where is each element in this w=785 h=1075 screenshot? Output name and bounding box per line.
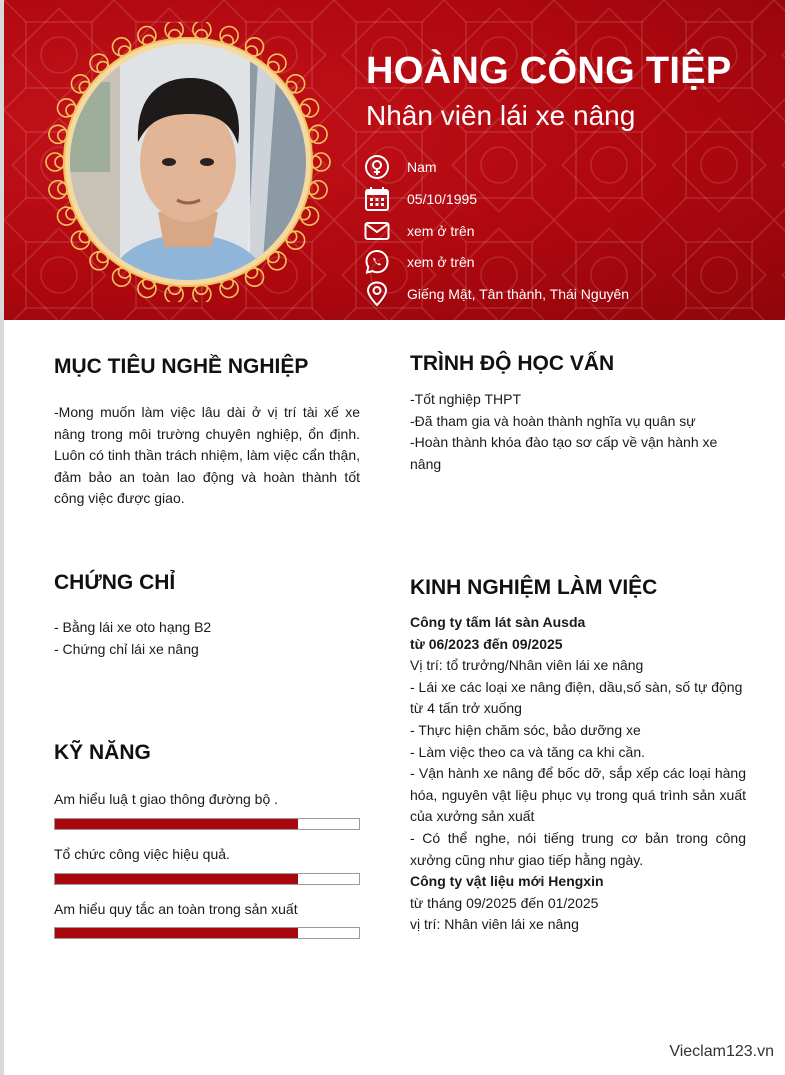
- certificates-title: CHỨNG CHỈ: [54, 571, 176, 594]
- skills-title: KỸ NĂNG: [54, 741, 151, 764]
- location-icon: [364, 281, 392, 307]
- job-duty: - Lái xe các loại xe nâng điện, dầu,số sàn, số tự động từ 4 tấn trở xuống: [410, 678, 743, 717]
- info-address: [364, 281, 764, 307]
- education-item: -Tốt nghiệp THPT: [410, 391, 522, 407]
- job-period: từ tháng 09/2025 đến 01/2025: [410, 894, 599, 911]
- skill-bar-fill: [55, 928, 298, 938]
- education-item: -Hoàn thành khóa đào tạo sơ cấp về vận hành xe: [410, 434, 718, 451]
- education-title: TRÌNH ĐỘ HỌC VẤN: [410, 352, 615, 375]
- job-role: Vị trí: tổ trưởng/Nhân viên lái xe nâng: [410, 657, 644, 674]
- job-company: Công ty vật liệu mới Hengxin: [410, 873, 604, 890]
- experience-block: [410, 612, 746, 936]
- job-duty: - Vận hành xe nâng để bốc dỡ, sắp xếp các loại hàng hóa, nguyên vật liệu phục vụ trong quá trình sản xuất của xưởng sản xuất: [410, 765, 746, 825]
- avatar: [40, 22, 336, 302]
- job-duty: - Thực hiện chăm sóc, bảo dưỡng xe: [410, 721, 641, 738]
- skill-bar: [54, 927, 360, 939]
- info-phone: [364, 249, 764, 275]
- birthday-value: 05/10/1995: [407, 191, 478, 207]
- job-role: vị trí: Nhân viên lái xe nâng: [410, 916, 579, 933]
- certificates-list: [54, 617, 360, 660]
- calendar-icon: [364, 186, 392, 212]
- job-duty: - Có thể nghe, nói tiếng trung cơ bản trong công xưởng cũng như giao tiếp hằng ngày.: [410, 829, 746, 868]
- education-item: -Đã tham gia và hoàn thành nghĩa vụ quân sự: [410, 412, 696, 429]
- skill-bar: [54, 873, 360, 885]
- email-value: xem ở trên: [407, 223, 475, 239]
- certificate-item: - Chứng chỉ lái xe nâng: [54, 640, 199, 657]
- email-icon: [364, 218, 392, 244]
- skill-bar: [54, 818, 360, 830]
- certificate-item: - Bằng lái xe oto hạng B2: [54, 619, 212, 635]
- skill-label: Am hiểu quy tắc an toàn trong sản xuất: [54, 901, 298, 917]
- candidate-name: HOÀNG CÔNG TIỆP: [366, 50, 732, 92]
- objective-text: -Mong muốn làm việc lâu dài ở vị trí tài xế xe nâng trong môi trường chuyên nghiệp, ổn định. Luôn có tinh thần trách nhiệm, làm việc cẩn thận, đảm bảo an toàn lao động và hoàn thành tốt công việc được giao.: [54, 404, 360, 507]
- objective-title: MỤC TIÊU NGHỀ NGHIỆP: [54, 355, 309, 378]
- info-email: [364, 218, 764, 244]
- address-value: Giếng Mật, Tân thành, Thái Nguyên: [407, 286, 630, 302]
- education-list: [410, 389, 746, 475]
- footer-brand[interactable]: Vieclam123.vn: [669, 1043, 774, 1060]
- skill-bar-fill: [55, 819, 298, 829]
- avatar-frame: [40, 22, 336, 302]
- job-company: Công ty tấm lát sàn Ausda: [410, 614, 586, 630]
- gender-icon: [364, 154, 392, 180]
- skill-label: Am hiểu luậ t giao thông đường bộ .: [54, 791, 279, 807]
- skill-bar-fill: [55, 874, 298, 884]
- phone-value: xem ở trên: [407, 254, 475, 270]
- gender-value: Nam: [407, 159, 437, 175]
- info-gender: [364, 154, 764, 180]
- phone-icon: [364, 249, 392, 275]
- candidate-position: Nhân viên lái xe nâng: [366, 100, 636, 131]
- job-period: từ 06/2023 đến 09/2025: [410, 635, 563, 652]
- cv-header: [4, 0, 785, 320]
- skill-label: Tổ chức công việc hiệu quả.: [54, 846, 230, 862]
- experience-title: KINH NGHIỆM LÀM VIỆC: [410, 576, 658, 599]
- education-item: nâng: [410, 455, 442, 472]
- job-duty: - Làm việc theo ca và tăng ca khi cần.: [410, 743, 646, 760]
- info-birthday: [364, 186, 764, 212]
